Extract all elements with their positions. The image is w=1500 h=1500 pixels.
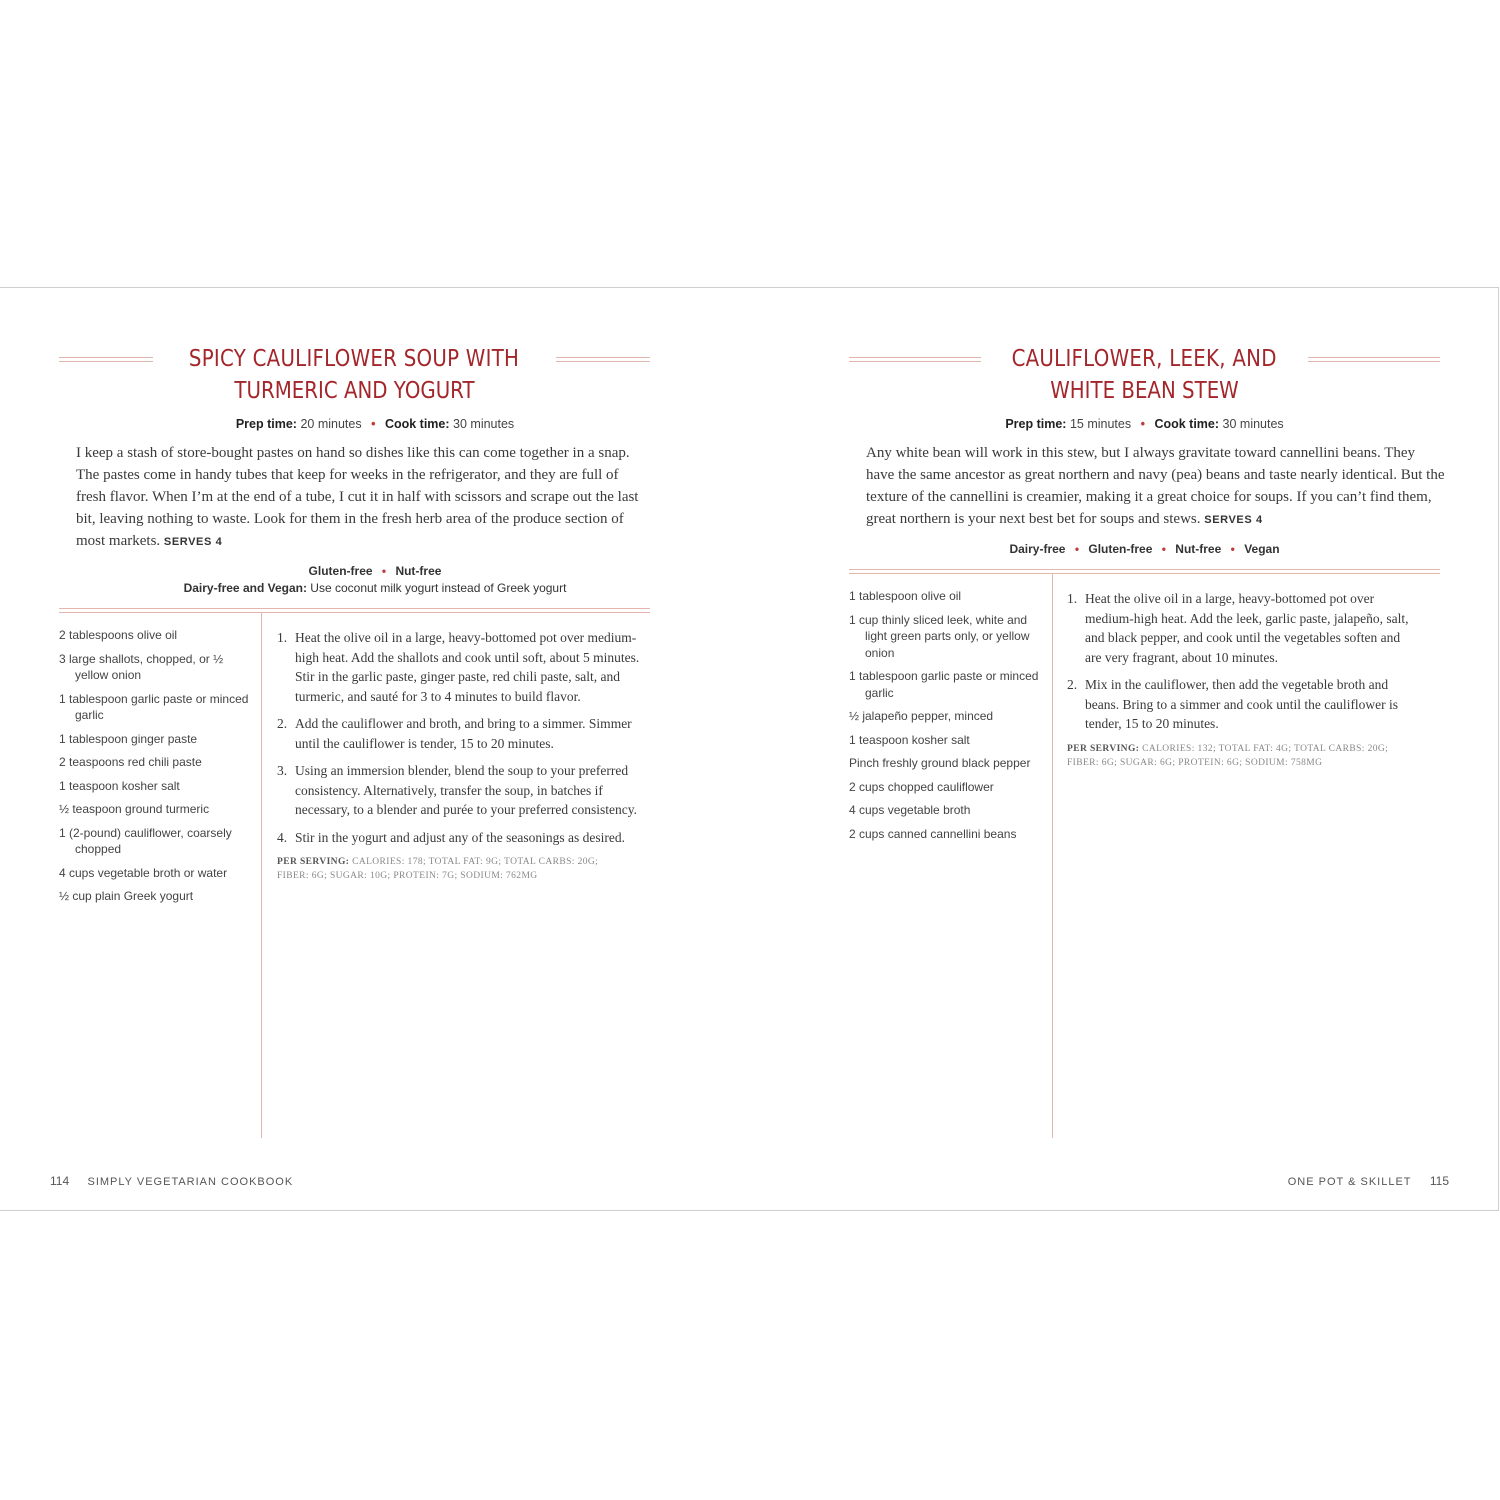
per-serving-text: CALORIES: 132; TOTAL FAT: 4G; TOTAL CARBS: 20G; FIBER: 6G; SUGAR: 6G; PROTEIN: 6G; SODIUM: 758MG [1067, 743, 1389, 768]
page-number: 114 [50, 1174, 70, 1188]
running-head: SIMPLY VEGETARIAN COOKBOOK [87, 1176, 294, 1188]
ingredient: 3 large shallots, chopped, or ½ yellow onion [59, 651, 224, 682]
prep-label: Prep time: [1005, 417, 1067, 431]
step: 2. Add the cauliflower and broth, and bring to a simmer. Simmer until the cauliflower is tender, 15 to 20 minutes. [277, 714, 652, 753]
serves: SERVES 4 [1204, 514, 1263, 526]
bullet-dot: • [1074, 542, 1080, 556]
step: 1. Heat the olive oil in a large, heavy-bottomed pot over medium-high heat. Add the leek, garlic paste, jalapeño, salt, and black pepper, and cook until the vegetables soften and are very fragrant, about 10 minutes. [1067, 589, 1412, 667]
intro-text: I keep a stash of store-bought pastes on hand so dishes like this can come together in a snap. The pastes come in handy tubes that keep for weeks in the refrigerator, and they are full of fresh flavor. When I’m at the end of a tube, I cut it in half with scissors and scrape out the last bit, leaving nothing to waste. Look for them in the fresh herb area of the produce section of most markets. [76, 445, 639, 549]
diet-label: Nut-free [395, 564, 442, 578]
bullet-dot: • [1230, 542, 1235, 556]
book-spread [0, 287, 1499, 1211]
ingredient: 2 cups canned cannellini beans [849, 826, 1017, 841]
step-text: Heat the olive oil in a large, heavy-bottomed pot over medium-high heat. Add the shallots and cook until soft, about 5 minutes. Stir in the garlic paste, ginger paste, red chili paste, salt, and turmeric, and sauté for 3 to 4 minutes to build flavor. [295, 630, 640, 704]
step-text: Mix in the cauliflower, then add the vegetable broth and beans. Bring to a simmer and cook until the cauliflower is tender, 15 to 20 minutes. [1085, 677, 1399, 731]
ingredient: ½ jalapeño pepper, minced [849, 709, 994, 723]
title-rule [59, 357, 153, 362]
title-line-1: CAULIFLOWER, LEEK, AND [1011, 346, 1278, 372]
title-rule [1308, 357, 1440, 362]
title-line-2: WHITE BEAN STEW [1050, 378, 1239, 404]
title-line-2: TURMERIC AND YOGURT [234, 378, 475, 404]
left-page [0, 288, 750, 1210]
diet-substitution [0, 581, 750, 595]
ingredient: 1 (2-pound) cauliflower, coarsely chopped [59, 825, 232, 856]
ingredient: 1 teaspoon kosher salt [59, 778, 180, 793]
ingredient: 1 teaspoon kosher salt [849, 732, 970, 747]
prep-value: 15 minutes [1069, 417, 1132, 431]
diet-label: Gluten-free [308, 564, 373, 578]
step-text: Heat the olive oil in a large, heavy-bottomed pot over medium-high heat. Add the leek, garlic paste, jalapeño, salt, and black pepper, and cook until the vegetables soften and are very fragrant, about 10 minutes. [1085, 591, 1409, 665]
step-text: Add the cauliflower and broth, and bring to a simmer. Simmer until the cauliflower is tender, 15 to 20 minutes. [295, 716, 632, 751]
footer-right [1288, 1174, 1449, 1188]
step: 3. Using an immersion blender, blend the soup to your preferred consistency. Alternatively, transfer the soup, in batches if necessary, to a blender and purée to your preferred consistency. [277, 761, 652, 820]
prep-cook-times [0, 417, 750, 431]
title-line-1: SPICY CAULIFLOWER SOUP WITH [189, 346, 520, 372]
page-number: 115 [1429, 1174, 1449, 1188]
title-rule [849, 357, 981, 362]
method-steps [277, 628, 652, 883]
right-page [750, 288, 1499, 1210]
recipe-intro [866, 442, 1446, 531]
per-serving-label: PER SERVING: [277, 857, 350, 867]
column-rule [261, 612, 262, 1138]
recipe-title-left [59, 346, 650, 404]
section-rule [59, 608, 650, 613]
prep-label: Prep time: [235, 417, 297, 431]
ingredient: 1 tablespoon olive oil [849, 589, 962, 603]
prep-value: 20 minutes [300, 417, 362, 431]
diet-labels [794, 542, 1495, 556]
footer-left [50, 1174, 293, 1188]
ingredient: ½ cup plain Greek yogurt [59, 889, 194, 903]
bullet-dot: • [1161, 542, 1166, 556]
ingredient: Pinch freshly ground black pepper [849, 756, 1031, 770]
method-steps [1067, 589, 1412, 770]
diet-label: Gluten-free [1088, 542, 1153, 556]
bullet-dot: • [381, 564, 387, 578]
ingredient: 1 tablespoon garlic paste or minced garlic [59, 691, 249, 722]
diet-label: Dairy-free [1009, 542, 1066, 556]
step: 4. Stir in the yogurt and adjust any of the seasonings as desired. [277, 828, 652, 848]
ingredient: ½ teaspoon ground turmeric [59, 802, 210, 816]
diet-label: Nut-free [1175, 542, 1222, 556]
ingredient: 1 tablespoon garlic paste or minced garlic [849, 669, 1039, 700]
step: 2. Mix in the cauliflower, then add the vegetable broth and beans. Bring to a simmer and cook until the cauliflower is tender, 15 to 20 minutes. [1067, 675, 1412, 734]
substitution-label: Dairy-free and Vegan: [183, 581, 307, 595]
ingredient: 1 tablespoon ginger paste [59, 731, 198, 746]
section-rule [849, 569, 1440, 574]
ingredient: 1 cup thinly sliced leek, white and light green parts only, or yellow onion [849, 612, 1030, 660]
running-head: ONE POT & SKILLET [1287, 1176, 1412, 1188]
cook-label: Cook time: [384, 417, 450, 431]
serves: SERVES 4 [163, 536, 223, 548]
step-text: Using an immersion blender, blend the soup to your preferred consistency. Alternatively, transfer the soup, in batches if necessary, to a blender and purée to your preferred consistency. [295, 763, 637, 817]
recipe-intro [76, 442, 641, 553]
recipe-title-right [849, 346, 1440, 404]
ingredient: 2 tablespoons olive oil [59, 628, 178, 642]
bullet-dot: • [371, 417, 376, 431]
per-serving-label: PER SERVING: [1067, 743, 1140, 754]
ingredient: 2 teaspoons red chili paste [59, 755, 202, 769]
title-rule [556, 357, 650, 362]
nutrition-info [277, 855, 607, 883]
step: 1. Heat the olive oil in a large, heavy-bottomed pot over medium-high heat. Add the shallots and cook until soft, about 5 minutes. Stir in the garlic paste, ginger paste, red chili paste, salt, and turmeric, and sauté for 3 to 4 minutes to build flavor. [277, 628, 652, 706]
diet-label: Vegan [1244, 542, 1280, 556]
prep-cook-times [794, 417, 1495, 431]
step-text: Stir in the yogurt and adjust any of the seasonings as desired. [295, 829, 625, 845]
cook-value: 30 minutes [453, 417, 515, 431]
diet-labels [0, 564, 750, 578]
nutrition-info [1067, 742, 1402, 770]
bullet-dot: • [1140, 417, 1145, 431]
ingredients-list [59, 627, 249, 912]
ingredient: 4 cups vegetable broth [849, 803, 971, 817]
ingredient: 4 cups vegetable broth or water [59, 865, 228, 880]
cook-label: Cook time: [1154, 417, 1220, 431]
intro-text: Any white bean will work in this stew, but I always gravitate toward cannellini beans. They have the same ancestor as great northern and navy (pea) beans and taste nearly identical. But the texture of the cannellini is creamier, making it a great choice for soups. If you can’t find them, great northern is your next best bet for soups and stews. [866, 445, 1445, 527]
ingredient: 2 cups chopped cauliflower [849, 779, 994, 794]
ingredients-list [849, 588, 1041, 849]
per-serving-text: CALORIES: 178; TOTAL FAT: 9G; TOTAL CARBS: 20G; FIBER: 6G; SUGAR: 10G; PROTEIN: 7G; SODIUM: 762MG [277, 857, 599, 881]
substitution-text: Use coconut milk yogurt instead of Greek yogurt [310, 581, 567, 595]
cook-value: 30 minutes [1222, 417, 1284, 431]
column-rule [1052, 573, 1053, 1138]
